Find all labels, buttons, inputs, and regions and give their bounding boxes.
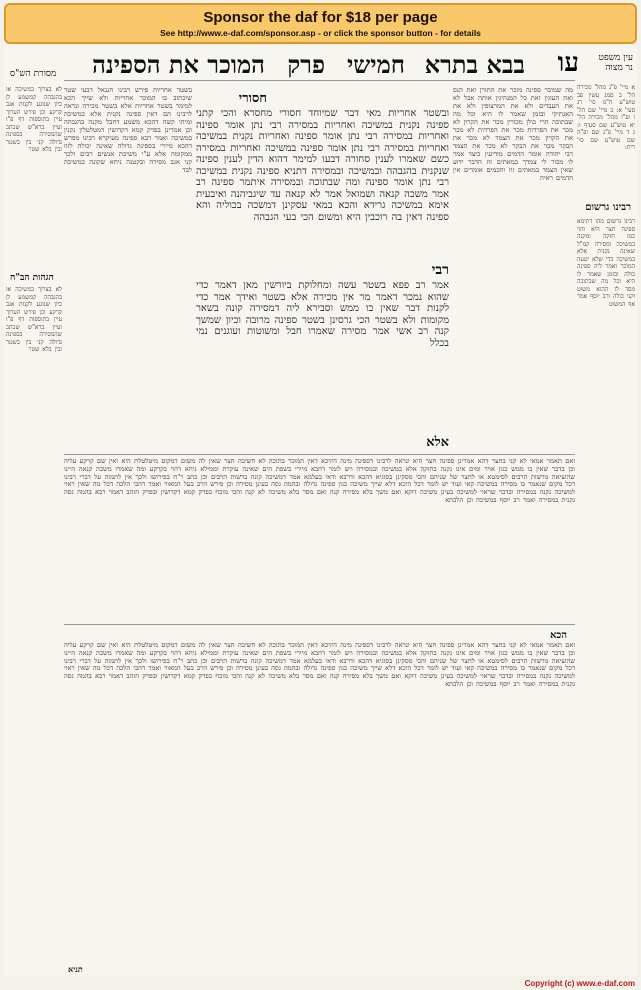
perek-label: פרק — [287, 50, 325, 79]
tractate-name: בבא בתרא — [424, 50, 525, 79]
mishnah-word-chasurei: חסורי — [238, 91, 267, 106]
sponsor-title[interactable]: Sponsor the daf for $18 per page — [203, 9, 438, 26]
mid-rule — [64, 454, 575, 455]
folio-number: עו — [557, 48, 579, 78]
hagahot-heading: הגהות הב"ח — [10, 273, 54, 283]
gemara-text-top: ובשטר אחריות מאי דבר שמיוחד חסורי מחסרא והכי קתני ספינה נקנית במשיכה ואחריות במסירה רבי נתן אומר ספינה ואחריות במסירה רבי נתן אומר ספינה ואחריות נקנית במשיכה ואחריות במסירה רבי נתן אומר ספינה במשיכה ואחריות במסירה כשם שאמרו לענין סחורה דבעו למימר דהוא הדין לענין ספינה שנקנית בהגבהה ובמשיכה ובמסירה דתניא ספינה נקנית במשיכה רבי נתן אומר ספינה ומה שבתוכה ובמסירה איתמר ספינה רב אמר משכה קנאה ושמואל אמר לא קנאה עד שיגביהנה ואיבעית אימא במשיכה גרידא והכא במאי עסקינן דמשכה בכוליה והא ספינה דאין בה רוכבין היא ומשום הכי בעי הגבהה — [196, 108, 449, 223]
rashi-column: מה שמוכר ספינה מוכר את התורן ואת הנס ואת העוגין ואת כל המנהיגין אותה אבל לא את העבדים ולא את המרצופין ולא את האנתיקי ובזמן שאמר לו היא וכל מה שבתוכה הרי כולן מכורין מכר את הקרון לא מכר את הפרדות מכר את הפרדות לא מכר את הקרון מכר את הצמד לא מכר את הבקר מכר את הבקר לא מכר את הצמד רבי יהודה אומר הדמים מודיעין כיצד אמר לו מכור לי צמדך במאתים זוז הדבר ידוע שאין הצמד במאתים זוז וחכמים אומרים אין הדמים ראיה — [453, 86, 573, 182]
ela-word: אלא — [426, 435, 449, 450]
ein-mishpat-label: עין משפט — [598, 53, 633, 63]
masoret-label: מסורת הש"ס — [10, 69, 57, 79]
sponsor-banner[interactable] — [4, 3, 637, 44]
chapter-number: חמישי — [346, 50, 405, 79]
tosafot-continuation: ואם תאמר אמאי לא קני בחצר דהא אמרינן ספינה חצר היא ונראה לרבינו דספינה מינה דהיכא דאין המוכר בתוכה לא חשיבה חצר שאין לה משום דמקום מיטלטלת היא ואין שם קרקע עליה וכן בדבר שאין בו ממש כגון אויר ומים אינו נקנה בחזקה אלא במשיכה ובמסירה ויש לומר דהכא מיירי בשפת הים שאינה עוקרת וממילא ניחא דהוי כקרקע ומה שאמרו משכה קנאה היינו שהוציאה מרשות הרבים לסימטא או לחצר של שניהם והכי מסקינן בסוגיא דהכא ודרבא ודאי בעלמא אמר דמשיכה קונה ברשות הרבים וכן כתב ר"ח בפירושו ולכך אין לתמוה על דברי רבינו דכל מקום שנאמר בו מסירה במשיכה קאי ועוד יש לומר דכל היכא דלא שייך משיכה כגון ספינה גדולה ובהמה גסה בעינן מסירה וכן פירש הרב בעל המאור ואמר דהכי הלכה דכל מה שאין ראוי למשיכה נקנה במסירה ובדבר שראוי למשיכה בעינן משיכה דוקא ואם משך בלא מסירה קנה ואם מסר בלא משיכה לא קנה והכי מוכח בפרק קמא דקדושין ובפרק הזהב דאמר רבא בהמה גסה נקנית במסירה ואמר רב יוסף במשיכה וכן הלכתא — [64, 458, 575, 504]
bottom-commentary: ואם תאמר אמאי לא קני בחצר דהא אמרינן ספינה חצר היא ונראה לרבינו דספינה מינה דהיכא דאין המוכר בתוכה לא חשיבה חצר שאין לה משום דמקום מיטלטלת היא ואין שם קרקע עליה וכן בדבר שאין בו ממש כגון אויר ומים אינו נקנה בחזקה אלא במשיכה ובמסירה ויש לומר דהכא מיירי בשפת הים שאינה עוקרת וממילא ניחא דהוי כקרקע ומה שאמרו משכה קנאה היינו שהוציאה מרשות הרבים לסימטא או לחצר של שניהם והכי מסקינן בסוגיא דהכא ודרבא ודאי בעלמא אמר דמשיכה קונה ברשות הרבים וכן כתב ר"ח בפירושו ולכך אין לתמוה על דברי רבינו דכל מקום שנאמר בו מסירה במשיכה קאי ועוד יש לומר דכל היכא דלא שייך משיכה כגון ספינה גדולה ובהמה גסה בעינן מסירה וכן פירש הרב בעל המאור ואמר דהכי הלכה דכל מה שאין ראוי למשיכה נקנה במסירה ובדבר שראוי למשיכה בעינן משיכה דוקא ואם משך בלא מסירה קנה ואם מסר בלא משיכה לא קנה והכי מוכח בפרק קמא דקדושין ובפרק הזהב דאמר רבא בהמה גסה נקנית במסירה ואמר רב יוסף במשיכה וכן הלכתא — [64, 642, 575, 688]
catchword: תניא — [68, 964, 83, 974]
tosafot-column: בשטר אחריות פירש רבינו חננאל דבעי שטר שיכתוב בו המוכר אחריות ולא שייך הכא למימר בשטר אחריות אלא בשטר מכירה ונראה לרבינו תם דאין ספינה נקנית אלא במשיכה ומיהו קשה דהכא משמע דחבל מקנה בהגבהה וכן אמרינן בפרק קמא דקדושין דמטלטלין נקנין במשיכה ואמר רבא ספינה מעיקרא רבינו מפרש דהכא מיירי בספינה גדולה שאינה יכולה לזוז ממקומה אלא ע"י משיכת אנשים רבים ולכך קני אגב מסירה ובקטנה ניחא שקונה במשיכה לבד — [64, 86, 192, 174]
ner-mitzva-label: נר מצוה — [605, 63, 633, 73]
chapter-title: המוכר את הספינה — [92, 50, 265, 79]
rav-word: רבי — [431, 262, 449, 278]
copyright-notice[interactable]: Copyright (c) www.e-daf.com — [524, 979, 635, 988]
rabbenu-gershom-column: רבינו גרשום מהו דתימא ספינה חצר היא והוי כמו חזקה ומקנה במשיכה ומסירה קמ"ל שאינה נקנית אלא במשיכה כדי שלא יטעה המוכר ואמר ליה ספינה כולה ובזמן שאמר לו היא וכל מה שבתוכה מסר לו ההוא משוט וקני כולה ורב יוסף אמר אף המשוט — [577, 218, 635, 308]
tosafot-heading: הכא — [549, 630, 567, 641]
masoret-column: לא בצרוך במשיכה או בהגבהה קמשמע לן כיון שנוגע לקנות אגב קרקע וכן פירש הערוך עיין בתוספות דף פ"ו ועיין ברא"ש שכתב שהמסירה בספינה גדולה קני בין בשטר ובין בלא שטר — [6, 86, 62, 153]
talmud-page — [4, 46, 637, 976]
rabbenu-gershom-heading: רבינו גרשום — [585, 202, 631, 213]
lower-rule — [64, 624, 575, 625]
ein-mishpat-column: א מיי' פ"ג מהל' מכירה הל' ב סמג עשין פב טוש"ע ח"מ סי' רג סעי' א: ב מיי' שם הל' ו ופ"ו מהל' מכירה הל' יא טוש"ע שם סעיף ו: ג ד מיי' פ"ג שם ופ"ה שם טוש"ע שם סי' ריח: — [577, 84, 635, 151]
header-rule — [64, 80, 575, 81]
hagahot-column: לא בצרוך במשיכה או בהגבהה קמשמע לן כיון שנוגע לקנות אגב קרקע וכן פירש הערוך עיין בתוספות דף פ"ו ועיין ברא"ש שכתב שהמסירה בספינה גדולה קני בין בשטר ובין בלא שטר — [6, 286, 62, 353]
gemara-text-mid: אמר רב פפא בשטר עשה ומחלוקת ביורשין מאן דאמר כדי שהוא נמכר דאמר מר אין מכירה אלא בשטר ואידך אמר כדי לקנות דבר שאין בו ממש וסבירא ליה דמסירה קונה בשאר מקומות ולא בשטר הכי גרסינן בשטר ספינה מרובה וכיון שמשך קנה רב אשי אמר מסירה שאמרו חבל ומשוטות ועוגנים נמי בכלל — [196, 280, 449, 349]
sponsor-subtitle[interactable]: See http://www.e-daf.com/sponsor.asp - or click the sponsor button - for details — [160, 28, 481, 38]
